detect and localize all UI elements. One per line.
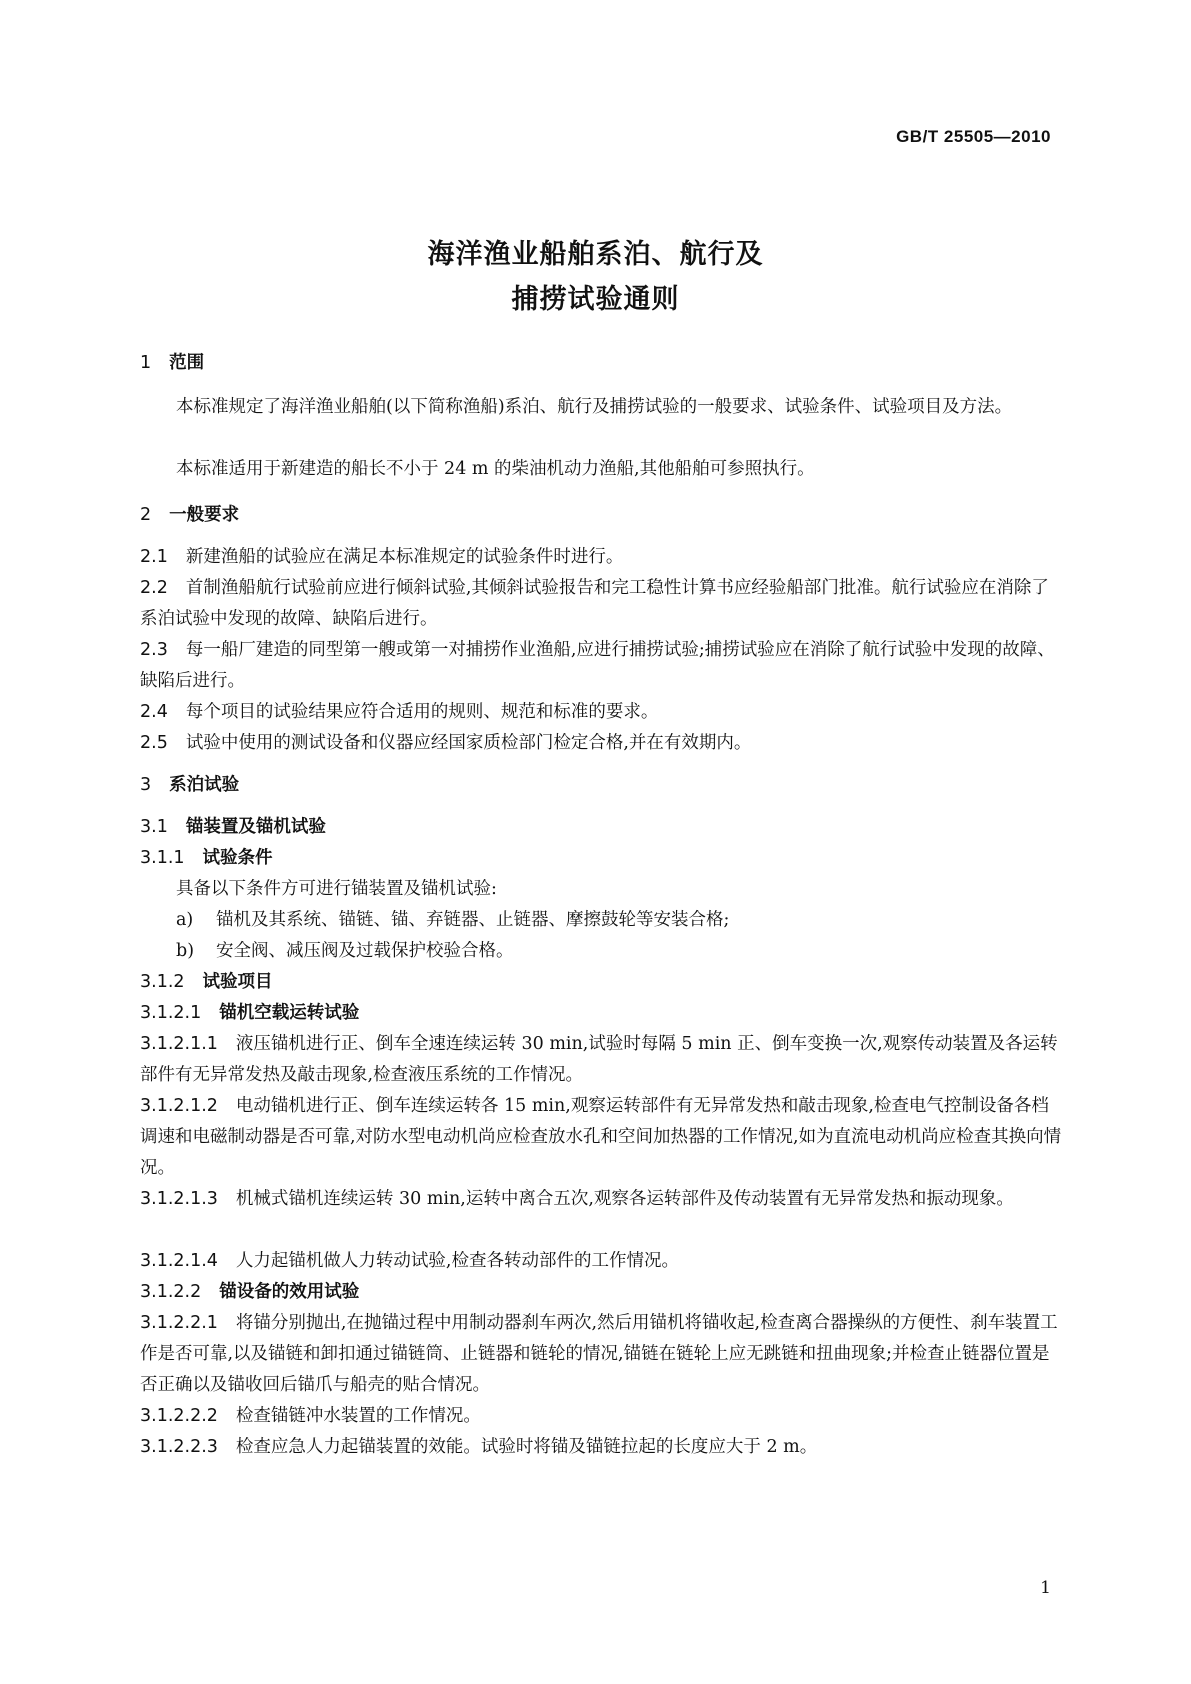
paragraph: 具备以下条件方可进行锚装置及锚机试验: bbox=[176, 879, 497, 899]
clause-number: 3.1.2.2.3 bbox=[140, 1437, 218, 1457]
clause-3-1-2-2-2 bbox=[140, 1401, 1064, 1432]
section-title: 系泊试验 bbox=[169, 775, 240, 795]
section-number: 3 bbox=[140, 775, 152, 795]
section-number: 1 bbox=[140, 353, 152, 373]
clause-3-1-2-2-3 bbox=[140, 1432, 1064, 1463]
clause-number: 3.1.2.2 bbox=[140, 1282, 202, 1302]
clause-text: 试验中使用的测试设备和仪器应经国家质检部门检定合格,并在有效期内。 bbox=[185, 733, 752, 753]
clause-text: 每一船厂建造的同型第一艘或第一对捕捞作业渔船,应进行捕捞试验;捕捞试验应在消除了航行试验中发现的故障、缺陷后进行。 bbox=[140, 640, 1055, 691]
section-number: 2 bbox=[140, 505, 152, 525]
clause-text: 新建渔船的试验应在满足本标准规定的试验条件时进行。 bbox=[185, 547, 624, 567]
clause-2-3 bbox=[140, 635, 1064, 697]
section-heading-3 bbox=[140, 770, 1064, 801]
clause-3-1-2-1-4 bbox=[140, 1246, 1064, 1277]
subsection-title: 锚机空载运转试验 bbox=[219, 1003, 360, 1023]
document-title-line-1: 海洋渔业船舶系泊、航行及 bbox=[427, 239, 764, 270]
clause-number: 3.1.2.1.4 bbox=[140, 1251, 218, 1271]
clause-number: 3.1.2.1.3 bbox=[140, 1189, 218, 1209]
subsection-title: 锚设备的效用试验 bbox=[219, 1282, 360, 1302]
clause-text: 电动锚机进行正、倒车连续运转各 15 min,观察运转部件有无异常发热和敲击现象,检查电气控制设备各档调速和电磁制动器是否可靠,对防水型电动机尚应检查放水孔和空间加热器的工作情况,如为直流电动机尚应检查其换向情况。 bbox=[140, 1096, 1062, 1178]
clause-2-5 bbox=[140, 728, 1064, 759]
section-title: 范围 bbox=[169, 353, 205, 373]
clause-text: 人力起锚机做人力转动试验,检查各转动部件的工作情况。 bbox=[235, 1251, 679, 1271]
clause-2-1 bbox=[140, 542, 1064, 573]
section-heading-1 bbox=[140, 348, 1064, 379]
standard-code: GB/T 25505—2010 bbox=[896, 127, 1051, 146]
clause-number: 3.1.2.1.2 bbox=[140, 1096, 218, 1116]
clause-text: 每个项目的试验结果应符合适用的规则、规范和标准的要求。 bbox=[185, 702, 659, 722]
clause-number: 3.1.2.1.1 bbox=[140, 1034, 218, 1054]
clause-3-1-2-2-1 bbox=[140, 1308, 1064, 1401]
list-item bbox=[140, 905, 1100, 936]
subsection-heading bbox=[140, 998, 1064, 1029]
list-text: 锚机及其系统、锚链、锚、弃链器、止链器、摩擦鼓轮等安装合格; bbox=[216, 910, 730, 930]
clause-text: 液压锚机进行正、倒车全速连续运转 30 min,试验时每隔 5 min 正、倒车变换一次,观察传动装置及各运转部件有无异常发热及敲击现象,检查液压系统的工作情况。 bbox=[140, 1034, 1058, 1085]
paragraph: 本标准规定了海洋渔业船舶(以下简称渔船)系泊、航行及捕捞试验的一般要求、试验条件、试验项目及方法。 bbox=[176, 397, 1013, 417]
clause-3-1-2-1-3 bbox=[140, 1184, 1064, 1215]
list-marker: b) bbox=[176, 941, 195, 961]
clause-3-1-2-1-2 bbox=[140, 1091, 1064, 1184]
list-text: 安全阀、减压阀及过载保护校验合格。 bbox=[216, 941, 514, 961]
clause-3-1-2-1-1 bbox=[140, 1029, 1064, 1091]
subsection-heading bbox=[140, 843, 1064, 874]
section-heading-2 bbox=[140, 500, 1064, 531]
clause-text: 机械式锚机连续运转 30 min,运转中离合五次,观察各运转部件及传动装置有无异常发热和振动现象。 bbox=[235, 1189, 1014, 1209]
clause-number: 3.1.2 bbox=[140, 972, 185, 992]
clause-number: 2.3 bbox=[140, 640, 168, 660]
clause-text: 检查应急人力起锚装置的效能。试验时将锚及锚链拉起的长度应大于 2 m。 bbox=[235, 1437, 818, 1457]
subsection-title: 试验条件 bbox=[202, 848, 273, 868]
clause-number: 3.1.1 bbox=[140, 848, 185, 868]
clause-text: 首制渔船航行试验前应进行倾斜试验,其倾斜试验报告和完工稳性计算书应经验船部门批准。航行试验应在消除了系泊试验中发现的故障、缺陷后进行。 bbox=[140, 578, 1049, 629]
clause-number: 2.4 bbox=[140, 702, 168, 722]
document-title-line-2: 捕捞试验通则 bbox=[511, 284, 680, 315]
clause-number: 3.1.2.2.1 bbox=[140, 1313, 218, 1333]
clause-2-4 bbox=[140, 697, 1064, 728]
list-marker: a) bbox=[176, 910, 194, 930]
clause-number: 2.2 bbox=[140, 578, 168, 598]
subsection-heading bbox=[140, 812, 1064, 843]
clause-text: 检查锚链冲水装置的工作情况。 bbox=[235, 1406, 481, 1426]
subsection-heading bbox=[140, 1277, 1064, 1308]
page-number: 1 bbox=[1040, 1578, 1051, 1598]
clause-number: 3.1.2.1 bbox=[140, 1003, 202, 1023]
clause-number: 2.1 bbox=[140, 547, 168, 567]
clause-number: 2.5 bbox=[140, 733, 168, 753]
clause-number: 3.1.2.2.2 bbox=[140, 1406, 218, 1426]
section-title: 一般要求 bbox=[169, 505, 240, 525]
subsection-heading bbox=[140, 967, 1064, 998]
subsection-title: 锚装置及锚机试验 bbox=[185, 817, 326, 837]
clause-2-2 bbox=[140, 573, 1064, 635]
subsection-title: 试验项目 bbox=[202, 972, 273, 992]
list-item bbox=[140, 936, 1100, 967]
clause-text: 将锚分别抛出,在抛锚过程中用制动器刹车两次,然后用锚机将锚收起,检查离合器操纵的方便性、刹车装置工作是否可靠,以及锚链和卸扣通过锚链筒、止链器和链轮的情况,锚链在链轮上应无跳链和扭曲现象;并检查止链器位置是否正确以及锚收回后锚爪与船壳的贴合情况。 bbox=[140, 1313, 1058, 1395]
clause-number: 3.1 bbox=[140, 817, 168, 837]
paragraph: 本标准适用于新建造的船长不小于 24 m 的柴油机动力渔船,其他船舶可参照执行。 bbox=[176, 459, 815, 479]
